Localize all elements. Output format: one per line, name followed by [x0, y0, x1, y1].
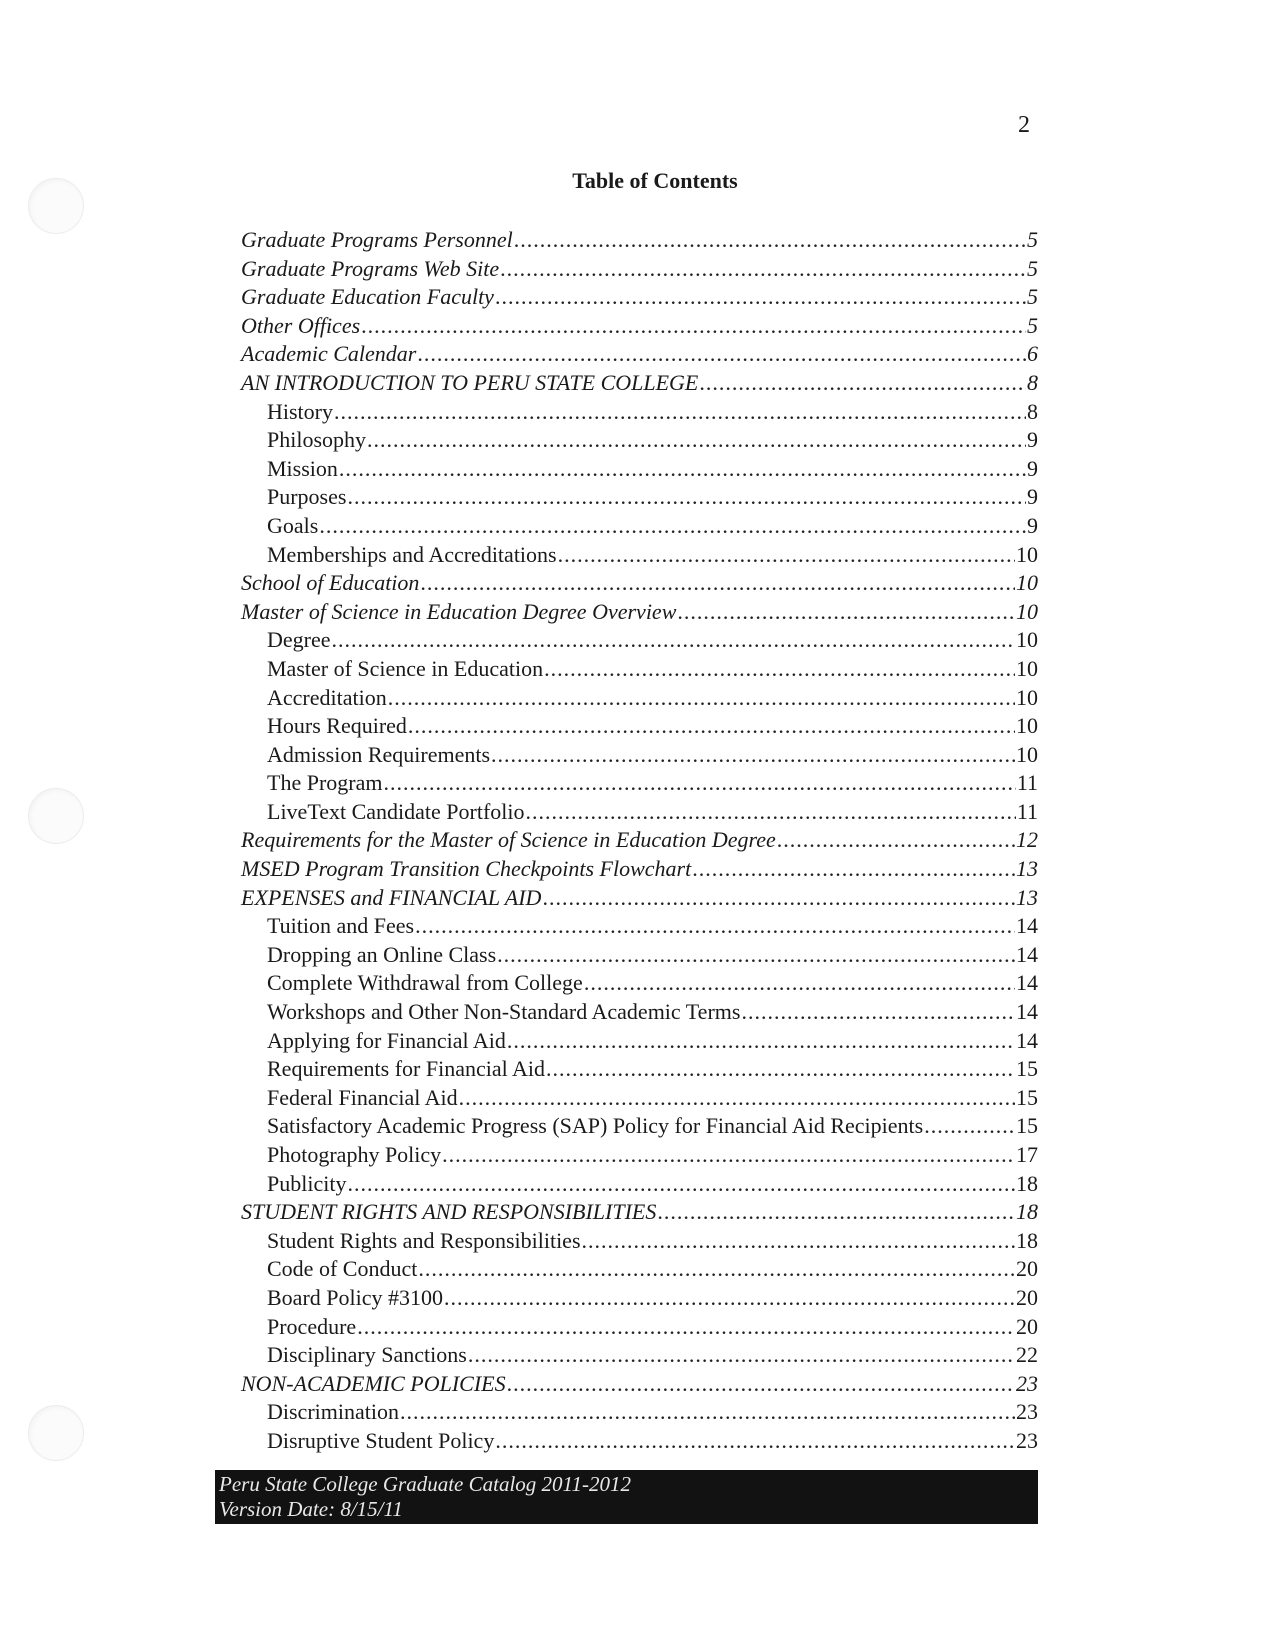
toc-entry-page-number: 14 [1016, 941, 1038, 967]
toc-entry-title: Degree [267, 627, 331, 653]
toc-entry-title: Tuition and Fees [267, 913, 415, 939]
toc-entry-page-number: 11 [1016, 798, 1038, 824]
toc-entry-page-number: 10 [1016, 684, 1038, 710]
toc-dot-leader [699, 369, 1026, 398]
toc-dot-leader [495, 283, 1026, 312]
toc-entry[interactable] [241, 655, 1038, 684]
toc-dot-leader [347, 483, 1026, 512]
toc-entry-title: MSED Program Transition Checkpoints Flowchart [241, 856, 692, 882]
toc-entry[interactable] [241, 426, 1038, 455]
toc-dot-leader [514, 226, 1026, 255]
toc-entry-page-number: 10 [1016, 713, 1038, 739]
toc-entry[interactable] [241, 340, 1038, 369]
toc-entry-page-number: 14 [1016, 999, 1038, 1025]
toc-entry[interactable] [241, 912, 1038, 941]
toc-entry[interactable] [241, 1198, 1038, 1227]
toc-entry[interactable] [241, 312, 1038, 341]
toc-entry[interactable] [241, 255, 1038, 284]
toc-entry[interactable] [241, 855, 1038, 884]
toc-entry-page-number: 9 [1027, 427, 1038, 453]
toc-dot-leader [582, 1227, 1015, 1256]
toc-entry-title: Satisfactory Academic Progress (SAP) Policy for Financial Aid Recipients [267, 1113, 924, 1139]
toc-dot-leader [500, 255, 1026, 284]
toc-entry-title: Disruptive Student Policy [267, 1427, 495, 1453]
toc-entry-title: Purposes [267, 484, 347, 510]
toc-entry-title: Disciplinary Sanctions [267, 1342, 467, 1368]
binder-hole-middle [28, 788, 84, 844]
toc-entry[interactable] [241, 798, 1038, 827]
toc-entry[interactable] [241, 569, 1038, 598]
toc-dot-leader [692, 855, 1015, 884]
toc-entry-page-number: 10 [1016, 598, 1038, 624]
toc-dot-leader [495, 1427, 1015, 1456]
toc-entry-page-number: 8 [1027, 398, 1038, 424]
toc-entry[interactable] [241, 512, 1038, 541]
toc-dot-leader [584, 969, 1015, 998]
toc-entry-title: Federal Financial Aid [267, 1084, 458, 1110]
toc-entry-title: Mission [267, 455, 338, 481]
toc-entry-title: Other Offices [241, 312, 361, 338]
toc-entry[interactable] [241, 1170, 1038, 1199]
toc-dot-leader [677, 598, 1015, 627]
toc-dot-leader [497, 941, 1015, 970]
toc-entry-title: Discrimination [267, 1399, 399, 1425]
toc-entry-title: STUDENT RIGHTS AND RESPONSIBILITIES [241, 1199, 657, 1225]
toc-entry-page-number: 9 [1027, 512, 1038, 538]
toc-entry[interactable] [241, 1313, 1038, 1342]
toc-entry-title: Board Policy #3100 [267, 1284, 443, 1310]
toc-entry-title: Academic Calendar [241, 341, 417, 367]
toc-entry[interactable] [241, 969, 1038, 998]
toc-entry-page-number: 20 [1016, 1256, 1038, 1282]
toc-dot-leader [357, 1313, 1015, 1342]
toc-dot-leader [367, 426, 1026, 455]
toc-entry-page-number: 18 [1016, 1199, 1038, 1225]
toc-entry[interactable] [241, 769, 1038, 798]
toc-entry[interactable] [241, 283, 1038, 312]
toc-entry-page-number: 13 [1016, 884, 1038, 910]
toc-entry[interactable] [241, 941, 1038, 970]
toc-entry-page-number: 14 [1016, 1027, 1038, 1053]
toc-entry-title: Goals [267, 512, 319, 538]
toc-entry-title: AN INTRODUCTION TO PERU STATE COLLEGE [241, 369, 699, 395]
toc-dot-leader [558, 541, 1015, 570]
toc-dot-leader [415, 912, 1015, 941]
toc-entry[interactable] [241, 369, 1038, 398]
toc-dot-leader [777, 826, 1015, 855]
toc-entry-page-number: 6 [1027, 341, 1038, 367]
toc-entry-title: Hours Required [267, 713, 407, 739]
toc-entry[interactable] [241, 1027, 1038, 1056]
toc-entry[interactable] [241, 1341, 1038, 1370]
toc-entry-title: Philosophy [267, 427, 367, 453]
toc-dot-leader [383, 769, 1015, 798]
toc-entry-page-number: 10 [1016, 570, 1038, 596]
toc-dot-leader [420, 569, 1015, 598]
toc-entry[interactable] [241, 1084, 1038, 1113]
toc-entry-page-number: 15 [1016, 1056, 1038, 1082]
toc-entry[interactable] [241, 483, 1038, 512]
toc-entry-title: Publicity [267, 1170, 347, 1196]
toc-dot-leader [442, 1141, 1015, 1170]
toc-entry-page-number: 22 [1016, 1342, 1038, 1368]
toc-entry[interactable] [241, 1141, 1038, 1170]
toc-dot-leader [542, 884, 1015, 913]
toc-entry-title: Workshops and Other Non-Standard Academic Terms [267, 999, 741, 1025]
toc-entry-page-number: 14 [1016, 970, 1038, 996]
toc-entry-page-number: 20 [1016, 1284, 1038, 1310]
toc-entry-page-number: 9 [1027, 455, 1038, 481]
toc-entry-page-number: 15 [1016, 1113, 1038, 1139]
toc-entry-title: Master of Science in Education Degree Overview [241, 598, 677, 624]
toc-entry-title: Admission Requirements [267, 741, 491, 767]
toc-dot-leader [408, 712, 1015, 741]
toc-entry[interactable] [241, 1255, 1038, 1284]
toc-entry[interactable] [241, 684, 1038, 713]
toc-entry-title: Procedure [267, 1313, 357, 1339]
toc-entry[interactable] [241, 1370, 1038, 1399]
toc-entry-page-number: 13 [1016, 856, 1038, 882]
toc-dot-leader [507, 1027, 1015, 1056]
toc-entry-title: The Program [267, 770, 383, 796]
toc-entry-page-number: 10 [1016, 541, 1038, 567]
toc-entry-title: NON-ACADEMIC POLICIES [241, 1370, 506, 1396]
toc-dot-leader [546, 1055, 1015, 1084]
toc-entry[interactable] [241, 1427, 1038, 1456]
toc-entry-title: School of Education [241, 570, 420, 596]
toc-dot-leader [526, 798, 1016, 827]
toc-entry[interactable] [241, 998, 1038, 1027]
toc-dot-leader [347, 1170, 1015, 1199]
toc-entry-page-number: 20 [1016, 1313, 1038, 1339]
toc-entry-title: Student Rights and Responsibilities [267, 1227, 581, 1253]
toc-entry-title: Requirements for Financial Aid [267, 1056, 545, 1082]
toc-entry-page-number: 18 [1016, 1170, 1038, 1196]
toc-entry-page-number: 5 [1027, 227, 1038, 252]
toc-entry-page-number: 12 [1016, 827, 1038, 853]
toc-entry-page-number: 10 [1016, 741, 1038, 767]
binder-hole-bottom [28, 1405, 84, 1461]
toc-entry-page-number: 10 [1016, 627, 1038, 653]
toc-dot-leader [468, 1341, 1015, 1370]
page-number: 2 [1018, 112, 1030, 138]
toc-entry-title: History [267, 398, 333, 424]
toc-entry-title: LiveText Candidate Portfolio [267, 798, 525, 824]
toc-entry[interactable] [241, 741, 1038, 770]
toc-dot-leader [491, 741, 1015, 770]
toc-entry-title: Complete Withdrawal from College [267, 970, 583, 996]
toc-entry-page-number: 10 [1016, 655, 1038, 681]
page-title: Table of Contents [572, 168, 738, 193]
toc-entry-title: Photography Policy [267, 1142, 442, 1167]
toc-entry-page-number: 5 [1027, 284, 1038, 310]
toc-entry-title: Graduate Education Faculty [241, 284, 494, 310]
toc-entry[interactable] [241, 541, 1038, 570]
toc-entry[interactable] [241, 1055, 1038, 1084]
toc-dot-leader [334, 398, 1026, 427]
toc-entry[interactable] [241, 826, 1038, 855]
toc-dot-leader [417, 340, 1026, 369]
toc-entry-page-number: 5 [1027, 312, 1038, 338]
toc-entry-title: Dropping an Online Class [267, 941, 497, 967]
toc-entry-page-number: 18 [1016, 1227, 1038, 1253]
footer-version-date: Version Date: 8/15/11 [219, 1497, 403, 1521]
toc-entry-title: Memberships and Accreditations [267, 541, 557, 567]
toc-entry-title: EXPENSES and FINANCIAL AID [241, 884, 542, 910]
toc-entry[interactable] [241, 1398, 1038, 1427]
toc-dot-leader [319, 512, 1026, 541]
toc-dot-leader [507, 1370, 1015, 1399]
toc-entry-title: Master of Science in Education [267, 655, 544, 681]
toc-entry[interactable] [241, 398, 1038, 427]
toc-entry-title: Graduate Programs Personnel [241, 227, 513, 252]
toc-entry-page-number: 8 [1027, 369, 1038, 395]
toc-entry[interactable] [241, 598, 1038, 627]
table-of-contents [241, 226, 1038, 1456]
toc-entry-title: Applying for Financial Aid [267, 1027, 506, 1053]
toc-entry-page-number: 23 [1016, 1370, 1038, 1396]
catalog-footer [215, 1470, 1038, 1524]
toc-dot-leader [332, 626, 1015, 655]
toc-dot-leader [657, 1198, 1015, 1227]
toc-entry-page-number: 14 [1016, 913, 1038, 939]
toc-dot-leader [418, 1255, 1015, 1284]
toc-entry-page-number: 23 [1016, 1399, 1038, 1425]
toc-entry[interactable] [241, 712, 1038, 741]
toc-dot-leader [388, 684, 1015, 713]
toc-entry-page-number: 17 [1016, 1142, 1038, 1167]
toc-dot-leader [361, 312, 1026, 341]
toc-entry-title: Graduate Programs Web Site [241, 255, 500, 281]
toc-entry-page-number: 23 [1016, 1427, 1038, 1453]
toc-dot-leader [339, 455, 1026, 484]
toc-dot-leader [400, 1398, 1015, 1427]
toc-entry-page-number: 5 [1027, 255, 1038, 281]
toc-entry[interactable] [241, 1227, 1038, 1256]
toc-entry[interactable] [241, 455, 1038, 484]
toc-entry[interactable] [241, 1112, 1038, 1141]
toc-dot-leader [444, 1284, 1015, 1313]
toc-dot-leader [544, 655, 1015, 684]
toc-entry[interactable] [241, 884, 1038, 913]
toc-entry-title: Accreditation [267, 684, 387, 710]
toc-dot-leader [459, 1084, 1015, 1113]
toc-entry-page-number: 11 [1016, 770, 1038, 796]
toc-entry[interactable] [241, 1284, 1038, 1313]
toc-entry-title: Code of Conduct [267, 1256, 418, 1282]
toc-dot-leader [924, 1112, 1015, 1141]
toc-entry[interactable] [241, 226, 1038, 255]
footer-catalog-title: Peru State College Graduate Catalog 2011-2012 [219, 1472, 631, 1496]
toc-entry-title: Requirements for the Master of Science in Education Degree [241, 827, 776, 853]
toc-dot-leader [741, 998, 1015, 1027]
toc-entry-page-number: 9 [1027, 484, 1038, 510]
toc-entry[interactable] [241, 626, 1038, 655]
toc-entry-page-number: 15 [1016, 1084, 1038, 1110]
